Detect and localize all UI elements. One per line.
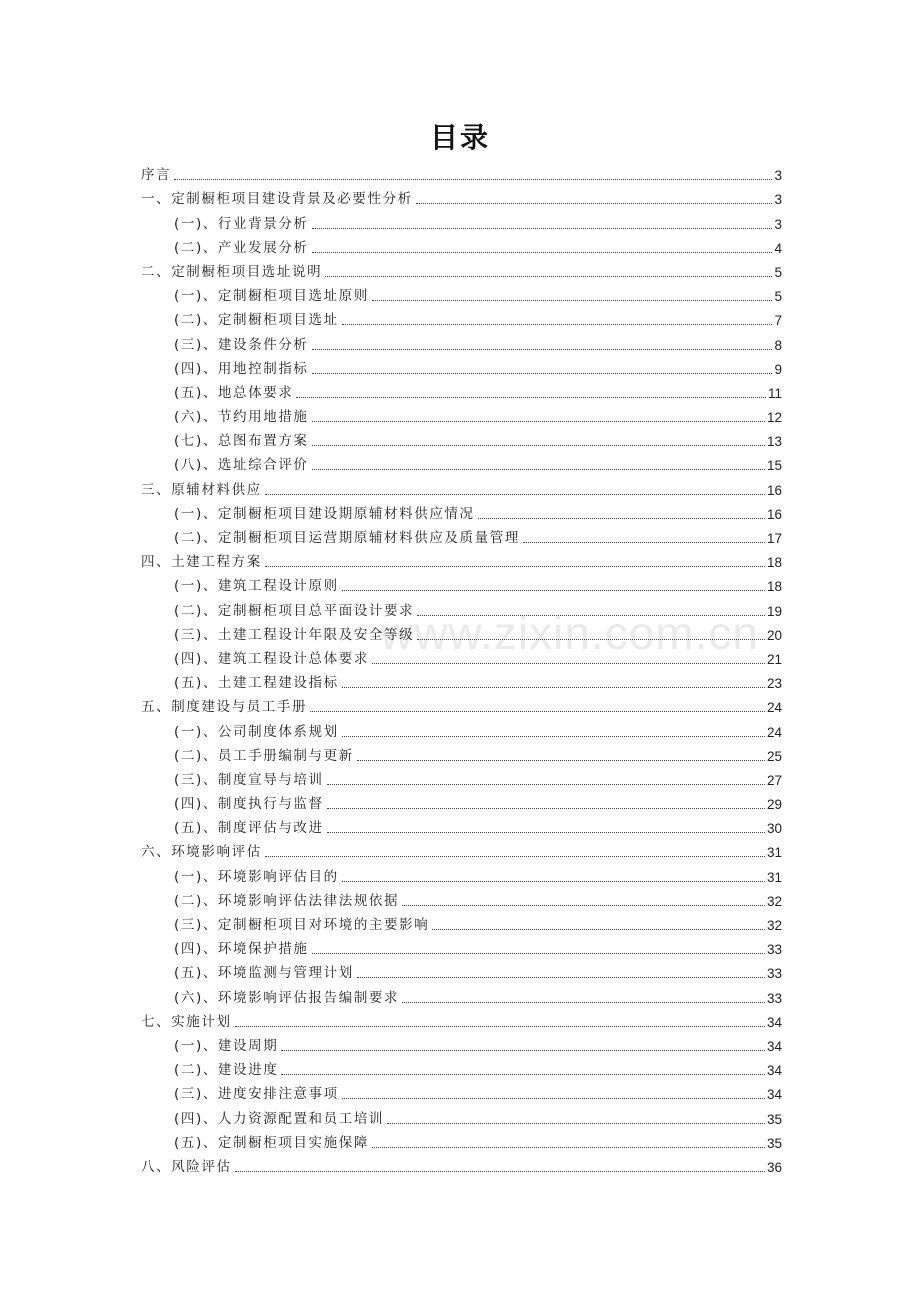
toc-entry[interactable] — [141, 1007, 782, 1031]
toc-subentry[interactable] — [141, 644, 782, 668]
toc-page-number: 32 — [766, 918, 782, 933]
dot-leader — [342, 736, 765, 737]
toc-entry-label: (六)、节约用地措施 — [174, 409, 309, 426]
dot-leader — [402, 1002, 765, 1003]
toc-entry-label: (三)、定制橱柜项目对环境的主要影响 — [174, 917, 430, 933]
dot-leader — [235, 1026, 765, 1027]
toc-entry[interactable] — [141, 474, 782, 498]
dot-leader — [523, 542, 765, 543]
toc-subentry[interactable] — [141, 354, 782, 378]
toc-entry[interactable] — [141, 257, 782, 281]
toc-entry-label: (二)、员工手册编制与更新 — [174, 747, 354, 764]
watermark: www.zixin.com.cn — [380, 607, 759, 659]
toc-subentry[interactable] — [141, 402, 782, 426]
toc-entry-label: (一)、公司制度体系规划 — [174, 723, 339, 740]
toc-page-number: 27 — [766, 772, 782, 788]
toc-entry-label: 序言 — [141, 167, 172, 184]
dot-leader — [342, 590, 765, 591]
toc-entry-label: (二)、产业发展分析 — [174, 239, 309, 256]
dot-leader — [342, 324, 773, 325]
toc-page-number: 30 — [766, 821, 782, 837]
toc-entry[interactable] — [141, 837, 782, 861]
toc-entry-label: (二)、环境影响评估法律法规依据 — [174, 892, 400, 909]
dot-leader — [310, 711, 765, 712]
dot-leader — [432, 929, 765, 930]
toc-entry-label: (五)、制度评估与改进 — [174, 820, 324, 837]
toc-page-number: 16 — [766, 506, 782, 522]
toc-entry-label: (三)、进度安排注意事项 — [174, 1086, 339, 1103]
toc-subentry[interactable] — [141, 305, 782, 329]
dot-leader — [387, 1123, 765, 1124]
toc-entry-label: (五)、环境监测与管理计划 — [174, 965, 354, 982]
toc-entry[interactable] — [141, 160, 782, 184]
toc-subentry[interactable] — [141, 765, 782, 789]
toc-entry-label: (一)、定制橱柜项目建设期原辅材料供应情况 — [174, 505, 475, 522]
dot-leader — [372, 1147, 765, 1148]
toc-subentry[interactable] — [141, 813, 782, 837]
toc-subentry[interactable] — [141, 378, 782, 402]
dot-leader — [235, 1171, 765, 1172]
toc-subentry[interactable] — [141, 716, 782, 740]
toc-page-number: 23 — [766, 676, 782, 692]
toc-entry-label: (五)、土建工程建设指标 — [174, 675, 339, 692]
toc-page-number: 3 — [774, 168, 782, 184]
dot-leader — [372, 663, 765, 664]
dot-leader — [312, 373, 773, 374]
toc-entry-label: (二)、定制橱柜项目运营期原辅材料供应及质量管理 — [174, 530, 520, 546]
dot-leader — [478, 518, 765, 519]
dot-leader — [265, 856, 765, 857]
toc-page-number: 31 — [766, 845, 782, 861]
toc-page-number: 34 — [766, 1038, 782, 1054]
dot-leader — [312, 469, 765, 470]
toc-entry-label: (四)、人力资源配置和员工培训 — [174, 1110, 385, 1127]
toc-page-number: 3 — [774, 216, 782, 232]
dot-leader — [342, 687, 765, 688]
toc-entry-label: (二)、建设进度 — [174, 1062, 279, 1079]
dot-leader — [327, 808, 765, 809]
toc-entry-label: 七、实施计划 — [141, 1013, 232, 1030]
toc-page-number: 24 — [766, 724, 782, 740]
dot-leader — [281, 1074, 765, 1075]
toc-entry-label: (五)、定制橱柜项目实施保障 — [174, 1134, 369, 1151]
dot-leader — [312, 421, 765, 422]
toc-subentry[interactable] — [141, 329, 782, 353]
dot-leader — [402, 905, 765, 906]
toc-subentry[interactable] — [141, 741, 782, 765]
toc-subentry[interactable] — [141, 910, 782, 934]
toc-page-number: 32 — [766, 893, 782, 909]
dot-leader — [327, 832, 765, 833]
toc-entry-label: 三、原辅材料供应 — [141, 481, 262, 498]
toc-subentry[interactable] — [141, 1103, 782, 1127]
toc-entry-label: (七)、总图布置方案 — [174, 433, 309, 450]
toc-page-number: 34 — [766, 1087, 782, 1103]
toc-entry-label: (五)、地总体要求 — [174, 384, 294, 401]
toc-entry-label: 四、土建工程方案 — [141, 554, 262, 571]
toc-subentry[interactable] — [141, 789, 782, 813]
toc-page-number: 16 — [766, 482, 782, 498]
toc-page-number: 13 — [766, 434, 782, 450]
toc-entry-label: (一)、建设周期 — [174, 1037, 279, 1054]
toc-entry[interactable] — [141, 184, 782, 208]
toc-page-number: 15 — [766, 458, 782, 474]
dot-leader — [342, 881, 765, 882]
toc-subentry[interactable] — [141, 1031, 782, 1055]
toc-entry-label: (三)、土建工程设计年限及安全等级 — [174, 626, 415, 643]
toc-page-number: 25 — [766, 748, 782, 764]
toc-page-number: 33 — [766, 966, 782, 982]
toc-page-number: 31 — [766, 869, 782, 885]
toc-page-number: 19 — [766, 603, 782, 619]
dot-leader — [265, 494, 765, 495]
toc-page-number: 20 — [766, 627, 782, 643]
toc-subentry[interactable] — [141, 571, 782, 595]
toc-page-number: 35 — [766, 1111, 782, 1127]
toc-entry-label: (八)、选址综合评价 — [174, 457, 309, 474]
toc-subentry[interactable] — [141, 982, 782, 1006]
dot-leader — [325, 276, 772, 277]
toc-page-number: 24 — [766, 700, 782, 716]
toc-subentry[interactable] — [141, 450, 782, 474]
dot-leader — [312, 349, 773, 350]
toc-entry-label: (四)、用地控制指标 — [174, 360, 309, 377]
toc-page-number: 35 — [766, 1135, 782, 1151]
dot-leader — [417, 615, 765, 616]
toc-page-number: 8 — [774, 337, 782, 353]
toc-entry-label: (三)、制度宣导与培训 — [174, 771, 324, 788]
dot-leader — [357, 760, 765, 761]
toc-entry-label: (一)、环境影响评估目的 — [174, 868, 339, 885]
toc-page-number: 36 — [766, 1159, 782, 1175]
toc-entry-label: (六)、环境影响评估报告编制要求 — [174, 989, 400, 1006]
dot-leader — [312, 445, 765, 446]
dot-leader — [174, 179, 772, 180]
toc-subentry[interactable] — [141, 620, 782, 644]
toc-subentry[interactable] — [141, 281, 782, 305]
dot-leader — [296, 397, 766, 398]
dot-leader — [265, 566, 765, 567]
toc-page-number: 17 — [766, 531, 782, 546]
toc-page-number: 5 — [774, 289, 782, 305]
toc-page-number: 29 — [766, 797, 782, 813]
toc-entry[interactable] — [141, 692, 782, 716]
toc-page-number: 34 — [766, 1014, 782, 1030]
toc-subentry[interactable] — [141, 499, 782, 523]
toc-entry-label: (二)、定制橱柜项目选址 — [174, 312, 339, 329]
dot-leader — [312, 953, 765, 954]
toc-entry-label: (一)、行业背景分析 — [174, 215, 309, 232]
dot-leader — [312, 252, 773, 253]
toc-entry-label: 六、环境影响评估 — [141, 844, 262, 861]
toc-subentry[interactable] — [141, 668, 782, 692]
toc-page-number: 9 — [774, 361, 782, 377]
toc-subentry[interactable] — [141, 886, 782, 910]
toc-subentry[interactable] — [141, 426, 782, 450]
page-title: 目录 — [429, 121, 490, 154]
toc-subentry[interactable] — [141, 958, 782, 982]
dot-leader — [416, 203, 773, 204]
toc-subentry[interactable] — [141, 595, 782, 619]
toc-entry-label: (一)、建筑工程设计原则 — [174, 578, 339, 595]
toc-page-number: 33 — [766, 990, 782, 1006]
toc-page-number: 7 — [774, 313, 782, 329]
toc-subentry[interactable] — [141, 1128, 782, 1152]
toc-entry[interactable] — [141, 547, 782, 571]
toc-page-number: 33 — [766, 942, 782, 958]
toc-subentry[interactable] — [141, 208, 782, 232]
toc-entry-label: 八、风险评估 — [141, 1158, 232, 1175]
toc-page-number: 12 — [766, 410, 782, 426]
toc-entry[interactable] — [141, 1152, 782, 1176]
dot-leader — [372, 300, 773, 301]
dot-leader — [342, 1098, 765, 1099]
toc-entry-label: (二)、定制橱柜项目总平面设计要求 — [174, 602, 415, 619]
toc-page-number: 4 — [774, 240, 782, 256]
toc-subentry[interactable] — [141, 1055, 782, 1079]
dot-leader — [281, 1050, 765, 1051]
toc-page-number: 18 — [766, 555, 782, 571]
toc-entry-label: (四)、制度执行与监督 — [174, 796, 324, 813]
toc-subentry[interactable] — [141, 934, 782, 958]
toc-page-number: 3 — [774, 192, 782, 208]
table-of-contents — [141, 160, 782, 1176]
dot-leader — [417, 639, 765, 640]
toc-subentry[interactable] — [141, 233, 782, 257]
toc-page-number: 21 — [766, 651, 782, 667]
toc-page-number: 34 — [766, 1063, 782, 1079]
toc-entry-label: 一、定制橱柜项目建设背景及必要性分析 — [141, 191, 413, 208]
dot-leader — [312, 228, 773, 229]
toc-subentry[interactable] — [141, 1079, 782, 1103]
toc-entry-label: (一)、定制橱柜项目选址原则 — [174, 288, 369, 305]
toc-page-number: 5 — [774, 264, 782, 280]
toc-entry-label: (四)、建筑工程设计总体要求 — [174, 650, 369, 667]
toc-entry-label: 五、制度建设与员工手册 — [141, 699, 308, 716]
dot-leader — [327, 784, 765, 785]
toc-entry-label: (三)、建设条件分析 — [174, 336, 309, 353]
toc-subentry[interactable] — [141, 523, 782, 547]
toc-subentry[interactable] — [141, 861, 782, 885]
dot-leader — [357, 977, 765, 978]
toc-page-number: 18 — [766, 579, 782, 595]
toc-page-number: 11 — [767, 385, 782, 401]
toc-entry-label: (四)、环境保护措施 — [174, 941, 309, 958]
toc-entry-label: 二、定制橱柜项目选址说明 — [141, 263, 323, 280]
